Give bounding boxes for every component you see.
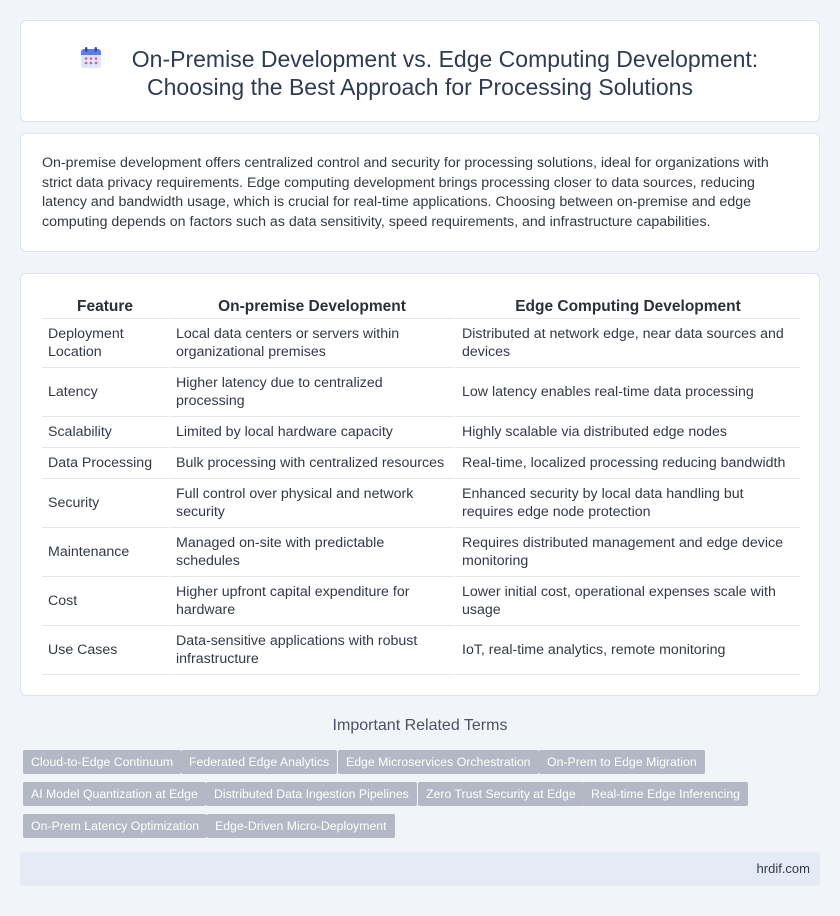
on-premise-cell: Higher latency due to centralized processing bbox=[170, 368, 456, 417]
related-term-tag[interactable]: Zero Trust Security at Edge bbox=[418, 782, 584, 806]
table-row bbox=[42, 319, 800, 368]
site-link[interactable]: hrdif.com bbox=[756, 861, 810, 876]
table-header-row bbox=[42, 294, 800, 319]
on-premise-cell: Higher upfront capital expenditure for hardware bbox=[170, 577, 456, 626]
page-title-line-1: On-Premise Development vs. Edge Computing Development: bbox=[131, 46, 759, 72]
table-row bbox=[42, 368, 800, 417]
feature-cell: Deployment Location bbox=[42, 319, 170, 368]
on-premise-cell: Bulk processing with centralized resources bbox=[170, 448, 456, 479]
related-term-tag[interactable]: Real-time Edge Inferencing bbox=[583, 782, 748, 806]
related-term-tag[interactable]: Distributed Data Ingestion Pipelines bbox=[206, 782, 417, 806]
feature-cell: Maintenance bbox=[42, 528, 170, 577]
edge-cell: Requires distributed management and edge device monitoring bbox=[456, 528, 800, 577]
footer-bar bbox=[20, 852, 820, 886]
feature-cell: Cost bbox=[42, 577, 170, 626]
feature-cell: Use Cases bbox=[42, 626, 170, 675]
related-term-tag[interactable]: On-Prem to Edge Migration bbox=[539, 750, 705, 774]
on-premise-cell: Full control over physical and network security bbox=[170, 479, 456, 528]
edge-cell: Enhanced security by local data handling but requires edge node protection bbox=[456, 479, 800, 528]
table-row bbox=[42, 417, 800, 448]
page-title bbox=[21, 45, 819, 101]
table-row bbox=[42, 479, 800, 528]
feature-cell: Security bbox=[42, 479, 170, 528]
related-terms-heading: Important Related Terms bbox=[332, 717, 508, 734]
page-title-line-2: Choosing the Best Approach for Processing Solutions bbox=[147, 74, 693, 100]
edge-cell: Low latency enables real-time data processing bbox=[456, 368, 800, 417]
related-term-tag[interactable]: On-Prem Latency Optimization bbox=[23, 814, 207, 838]
related-term-tag[interactable]: Federated Edge Analytics bbox=[181, 750, 337, 774]
comparison-table bbox=[42, 294, 800, 675]
edge-cell: Real-time, localized processing reducing bandwidth bbox=[456, 448, 800, 479]
table-row bbox=[42, 528, 800, 577]
related-term-tag[interactable]: Edge-Driven Micro-Deployment bbox=[207, 814, 395, 838]
edge-cell: Highly scalable via distributed edge nodes bbox=[456, 417, 800, 448]
edge-cell: Lower initial cost, operational expenses scale with usage bbox=[456, 577, 800, 626]
related-term-tag[interactable]: AI Model Quantization at Edge bbox=[23, 782, 206, 806]
header-edge: Edge Computing Development bbox=[456, 294, 800, 319]
feature-cell: Latency bbox=[42, 368, 170, 417]
table-row bbox=[42, 626, 800, 675]
table-row bbox=[42, 577, 800, 626]
related-term-tag[interactable]: Cloud-to-Edge Continuum bbox=[23, 750, 181, 774]
on-premise-cell: Local data centers or servers within organizational premises bbox=[170, 319, 456, 368]
on-premise-cell: Data-sensitive applications with robust infrastructure bbox=[170, 626, 456, 675]
on-premise-cell: Limited by local hardware capacity bbox=[170, 417, 456, 448]
header-on-premise: On-premise Development bbox=[170, 294, 456, 319]
edge-cell: IoT, real-time analytics, remote monitoring bbox=[456, 626, 800, 675]
feature-cell: Data Processing bbox=[42, 448, 170, 479]
comparison-card bbox=[20, 273, 820, 696]
related-term-tag[interactable]: Edge Microservices Orchestration bbox=[338, 750, 539, 774]
intro-card bbox=[20, 133, 820, 252]
table-row bbox=[42, 448, 800, 479]
feature-cell: Scalability bbox=[42, 417, 170, 448]
header-feature: Feature bbox=[42, 294, 170, 319]
on-premise-cell: Managed on-site with predictable schedules bbox=[170, 528, 456, 577]
intro-paragraph: On-premise development offers centralized control and security for processing solutions, ideal for organizations with strict data privacy requirements. Edge computing development brings processing closer to data sources, reducing latency and bandwidth usage, which is crucial for real-time applications. Choosing between on-premise and edge computing depends on factors such as data sensitivity, speed requirements, and infrastructure capabilities. bbox=[42, 155, 769, 231]
edge-cell: Distributed at network edge, near data sources and devices bbox=[456, 319, 800, 368]
title-card bbox=[20, 20, 820, 122]
